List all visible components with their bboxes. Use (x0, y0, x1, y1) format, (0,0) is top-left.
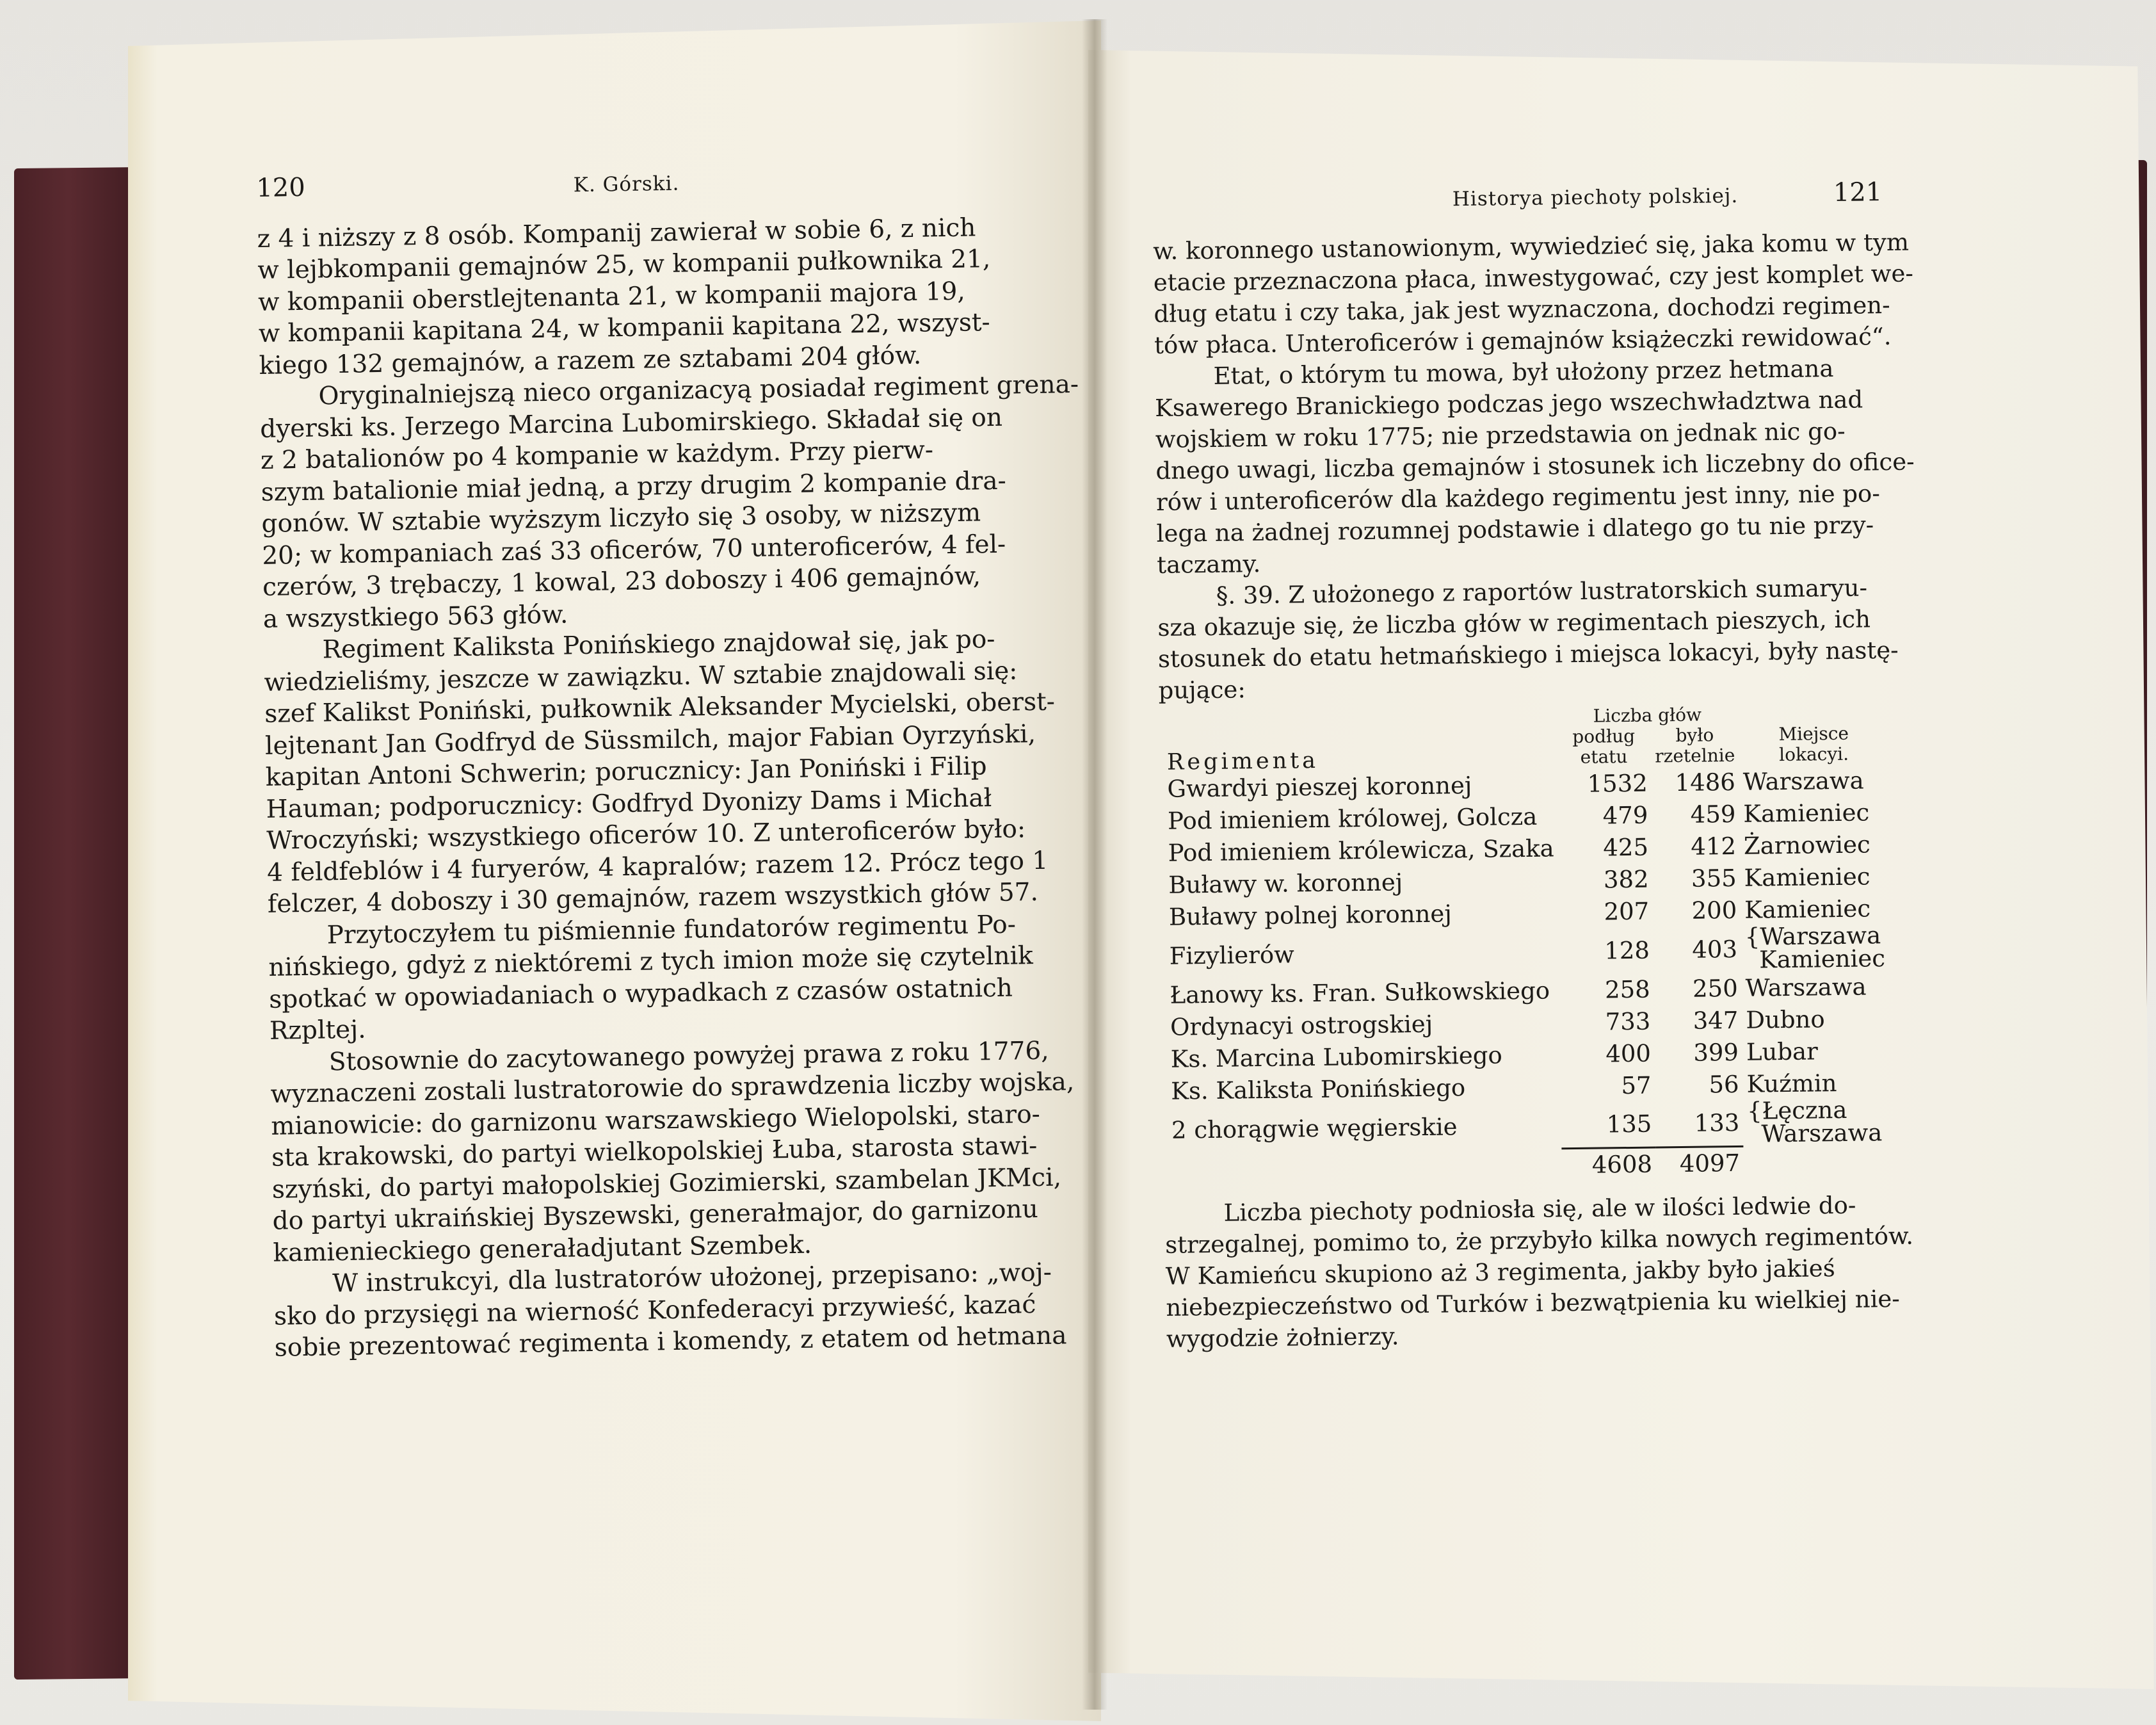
right-page-text (1152, 177, 1915, 1354)
actual-value: 133 (1694, 1108, 1740, 1137)
text-line: Ksawerego Branickiego podczas jego wszechwładztwa nad (1154, 385, 1863, 422)
location: Łęczna (1762, 1096, 1847, 1125)
text-line: Przytoczyłem tu piśmiennie fundatorów regimentu Po- (326, 910, 1017, 950)
location-pair (1741, 921, 1892, 974)
text-line: nińskiego, gdyż z niektóremi z tych imion może się czytelnik (268, 941, 1033, 982)
regiment-name: Fizylierów (1169, 940, 1295, 970)
text-line: szyński, do partyi małopolskiej Gozimierski, szambelan JKMci, (271, 1162, 1062, 1204)
text-line: W Kamieńcu skupiono aż 3 regimenta, jakby było jakieś (1165, 1254, 1835, 1290)
location-pair (1743, 1098, 1894, 1146)
table-header-row (1162, 702, 1888, 732)
brace-icon: { (1746, 1097, 1762, 1125)
text-line: 20; w kompaniach zaś 33 oficerów, 70 unteroficerów, 4 fel- (262, 530, 1006, 571)
table-row (1165, 924, 1892, 979)
column-header-actual: było rzetelnie (1655, 724, 1735, 767)
column-header-location: Miejsce lokacyi. (1778, 722, 1849, 766)
actual-value: 347 (1693, 1006, 1739, 1035)
total-spacer (1168, 1148, 1562, 1186)
location: Kuźmin (1746, 1069, 1837, 1098)
actual-value: 200 (1691, 896, 1737, 925)
text-line: szef Kalikst Poniński, pułkownik Aleksander Mycielski, oberst- (264, 687, 1056, 729)
text-line: §. 39. Z ułożonego z raportów lustratorskich sumaryu- (1216, 574, 1868, 610)
text-line: 4 feldfeblów i 4 furyerów, 4 kapralów; razem 12. Prócz tego 1 (266, 846, 1049, 887)
text-line: sta krakowski, do partyi wielkopolskiej Łuba, starosta stawi- (271, 1131, 1038, 1172)
text-line: dług etatu i czy taka, jak jest wyznaczona, dochodzi regimen- (1154, 291, 1890, 328)
location: Kamieniec (1758, 944, 1886, 974)
text-line: sko do przysięgi na wierność Konfederacyi przywieść, kazać (273, 1290, 1036, 1331)
text-line: pujące: (1158, 676, 1246, 704)
page-number-right: 121 (1833, 177, 1883, 208)
etat-value: 479 (1602, 801, 1648, 829)
location: Warszawa (1761, 1119, 1883, 1148)
actual-value: 403 (1692, 935, 1738, 964)
etat-value: 258 (1604, 975, 1650, 1003)
actual-value: 412 (1691, 832, 1737, 861)
running-title-left: K. Górski. (573, 172, 680, 197)
total-spacer (1744, 1144, 1894, 1179)
book-gutter (1082, 19, 1107, 1710)
text-line: dyerski ks. Jerzego Marcina Lubomirskiego. Składał się on (259, 403, 1003, 444)
brace-icon: { (1744, 923, 1760, 951)
text-line: felczer, 4 doboszy i 30 gemajnów, razem wszystkich głów 57. (267, 877, 1039, 919)
text-line: stosunek do etatu hetmańskiego i miejsca lokacyi, były nastę- (1157, 636, 1899, 673)
location: Kamieniec (1744, 862, 1870, 892)
text-line: kapitan Antoni Schwerin; porucznicy: Jan Poniński i Filip (265, 752, 987, 792)
actual-value: 355 (1691, 864, 1737, 893)
text-line: Regiment Kaliksta Ponińskiego znajdował się, jak po- (322, 624, 995, 665)
page-number-left: 120 (256, 172, 306, 203)
text-line: Stosownie do zacytowanego powyżej prawa z roku 1776, (328, 1036, 1049, 1076)
regiment-name: Buławy polnej koronnej (1168, 899, 1452, 931)
text-line: etacie przeznaczona płaca, inwestygować, czy jest komplet we- (1153, 259, 1914, 296)
text-line: W instrukcyi, dla lustratorów ułożonej, przepisano: „woj- (332, 1258, 1052, 1299)
actual-value: 56 (1709, 1070, 1739, 1098)
regiment-name: Pod imieniem królowej, Golcza (1167, 802, 1538, 835)
etat-value: 382 (1603, 865, 1649, 893)
location: Lubar (1746, 1037, 1819, 1066)
text-line: szym batalionie miał jedną, a przy drugim 2 kompanie dra- (261, 466, 1007, 507)
text-line: Liczba piechoty podniosła się, ale w ilości ledwie do- (1223, 1191, 1856, 1227)
regiment-name: Ordynacyi ostrogskiej (1170, 1010, 1433, 1041)
total-actual: 4097 (1656, 1146, 1744, 1180)
location: Dubno (1746, 1005, 1825, 1034)
text-line: rów i unteroficerów dla każdego regimentu jest inny, nie po- (1155, 480, 1881, 516)
text-line: spotkać w opowiadaniach o wypadkach z czasów ostatnich (268, 973, 1013, 1014)
actual-value: 1486 (1675, 768, 1736, 797)
text-line: taczamy. (1156, 549, 1261, 579)
text-line: strzegalnej, pomimo to, że przybyło kilka nowych regimentów. (1164, 1222, 1914, 1259)
text-line: Oryginalniejszą nieco organizacyą posiadał regiment grena- (318, 369, 1079, 411)
location: Warszawa (1745, 972, 1867, 1002)
text-line: w. koronnego ustanowionym, wywiedzieć się, jaka komu w tym (1152, 228, 1910, 265)
regiment-name: Ks. Marcina Lubomirskiego (1170, 1041, 1502, 1073)
regiments-table (1162, 702, 1894, 1186)
text-line: z 2 batalionów po 4 kompanie w każdym. Przy pierw- (260, 435, 934, 475)
text-line: Hauman; podporucznicy: Godfryd Dyonizy Dams i Michał (266, 783, 992, 824)
running-title-right: Historya piechoty polskiej. (1452, 184, 1739, 211)
text-line: mianowicie: do garnizonu warszawskiego Wielopolski, staro- (271, 1099, 1041, 1141)
text-line: lejtenant Jan Godfryd de Süssmilch, major Fabian Oyrzyński, (264, 719, 1036, 761)
right-body-bottom (1164, 1188, 1914, 1354)
text-line: kamienieckiego generaładjutant Szembek. (273, 1230, 812, 1268)
etat-value: 207 (1604, 897, 1650, 925)
column-header-etat: podług etatu (1572, 725, 1636, 768)
text-line: dnego uwagi, liczba gemajnów i stosunek ich liczebny do ofice- (1155, 448, 1915, 485)
actual-value: 459 (1690, 800, 1736, 829)
regiment-name: Buławy w. koronnej (1168, 868, 1403, 899)
text-line: sobie prezentować regimenta i komendy, z etatem od hetmana (274, 1321, 1067, 1363)
text-line: lega na żadnej rozumnej podstawie i dlatego go tu nie przy- (1156, 511, 1874, 547)
text-line: a wszystkiego 563 głów. (262, 599, 568, 634)
text-line: Wroczyński; wszystkiego oficerów 10. Z unteroficerów było: (266, 814, 1026, 855)
column-header-group: Liczba głów (1593, 704, 1702, 727)
regiment-name: 2 chorągwie węgierskie (1171, 1112, 1458, 1144)
location: Żarnowiec (1743, 830, 1870, 860)
location: Kamieniec (1744, 894, 1871, 924)
left-body (257, 211, 1079, 1364)
text-line: w kompanii kapitana 24, w kompanii kapitana 22, wszyst- (258, 308, 990, 348)
text-line: z 4 i niższy z 8 osób. Kompanij zawierał w sobie 6, z nich (257, 213, 976, 254)
text-line: wyznaczeni zostali lustratorowie do sprawdzenia liczby wojska, (270, 1067, 1075, 1109)
location: Warszawa (1760, 921, 1881, 951)
etat-value: 57 (1621, 1071, 1652, 1099)
table-row (1168, 1098, 1894, 1153)
column-header-regimenta: Regimenta (1166, 747, 1319, 775)
text-line: wiedzieliśmy, jeszcze w zawiązku. W sztabie znajdowali się: (264, 656, 1018, 697)
regiment-name: Łanowy ks. Fran. Sułkowskiego (1170, 976, 1550, 1009)
etat-value: 128 (1604, 936, 1650, 964)
text-line: kiego 132 gemajnów, a razem ze sztabami 204 głów. (259, 341, 922, 380)
etat-value: 733 (1605, 1007, 1651, 1035)
regiment-name: Pod imieniem królewicza, Szaka (1168, 834, 1554, 867)
regiment-name: Ks. Kaliksta Ponińskiego (1171, 1073, 1466, 1105)
etat-value: 1532 (1587, 769, 1648, 798)
text-line: sza okazuje się, że liczba głów w regimentach pieszych, ich (1157, 605, 1871, 642)
text-line: gonów. W sztabie wyższym liczyło się 3 osoby, w niższym (261, 498, 981, 539)
regiment-name: Gwardyi pieszej koronnej (1167, 771, 1472, 803)
text-line: Etat, o którym tu mowa, był ułożony przez hetmana (1213, 355, 1834, 390)
etat-value: 135 (1606, 1110, 1652, 1138)
actual-value: 250 (1692, 974, 1738, 1003)
location: Kamieniec (1743, 798, 1870, 828)
actual-value: 399 (1693, 1038, 1739, 1067)
right-body-top (1152, 227, 1915, 706)
text-line: wygodzie żołnierzy. (1166, 1322, 1399, 1353)
total-etat: 4608 (1561, 1147, 1656, 1181)
text-line: niebezpieczeństwo od Turków i bezwątpienia ku wielkiej nie- (1166, 1284, 1901, 1322)
text-line: czerów, 3 trębaczy, 1 kowal, 23 doboszy i 406 gemajnów, (262, 562, 981, 602)
text-line: tów płaca. Unteroficerów i gemajnów książeczki rewidować“. (1154, 322, 1892, 359)
left-page-text (256, 161, 1079, 1365)
text-line: wojskiem w roku 1775; nie przedstawia on jednak nic go- (1155, 417, 1846, 453)
text-line: Rzpltej. (269, 1015, 366, 1046)
text-line: w lejbkompanii gemajnów 25, w kompanii pułkownika 21, (257, 244, 991, 285)
text-line: do partyi ukraińskiej Byszewski, generałmajor, do garnizonu (272, 1195, 1039, 1236)
location: Warszawa (1742, 766, 1864, 796)
etat-value: 400 (1605, 1039, 1652, 1067)
etat-value: 425 (1603, 833, 1649, 861)
text-line: w kompanii oberstlejtenanta 21, w kompanii majora 19, (257, 277, 966, 317)
